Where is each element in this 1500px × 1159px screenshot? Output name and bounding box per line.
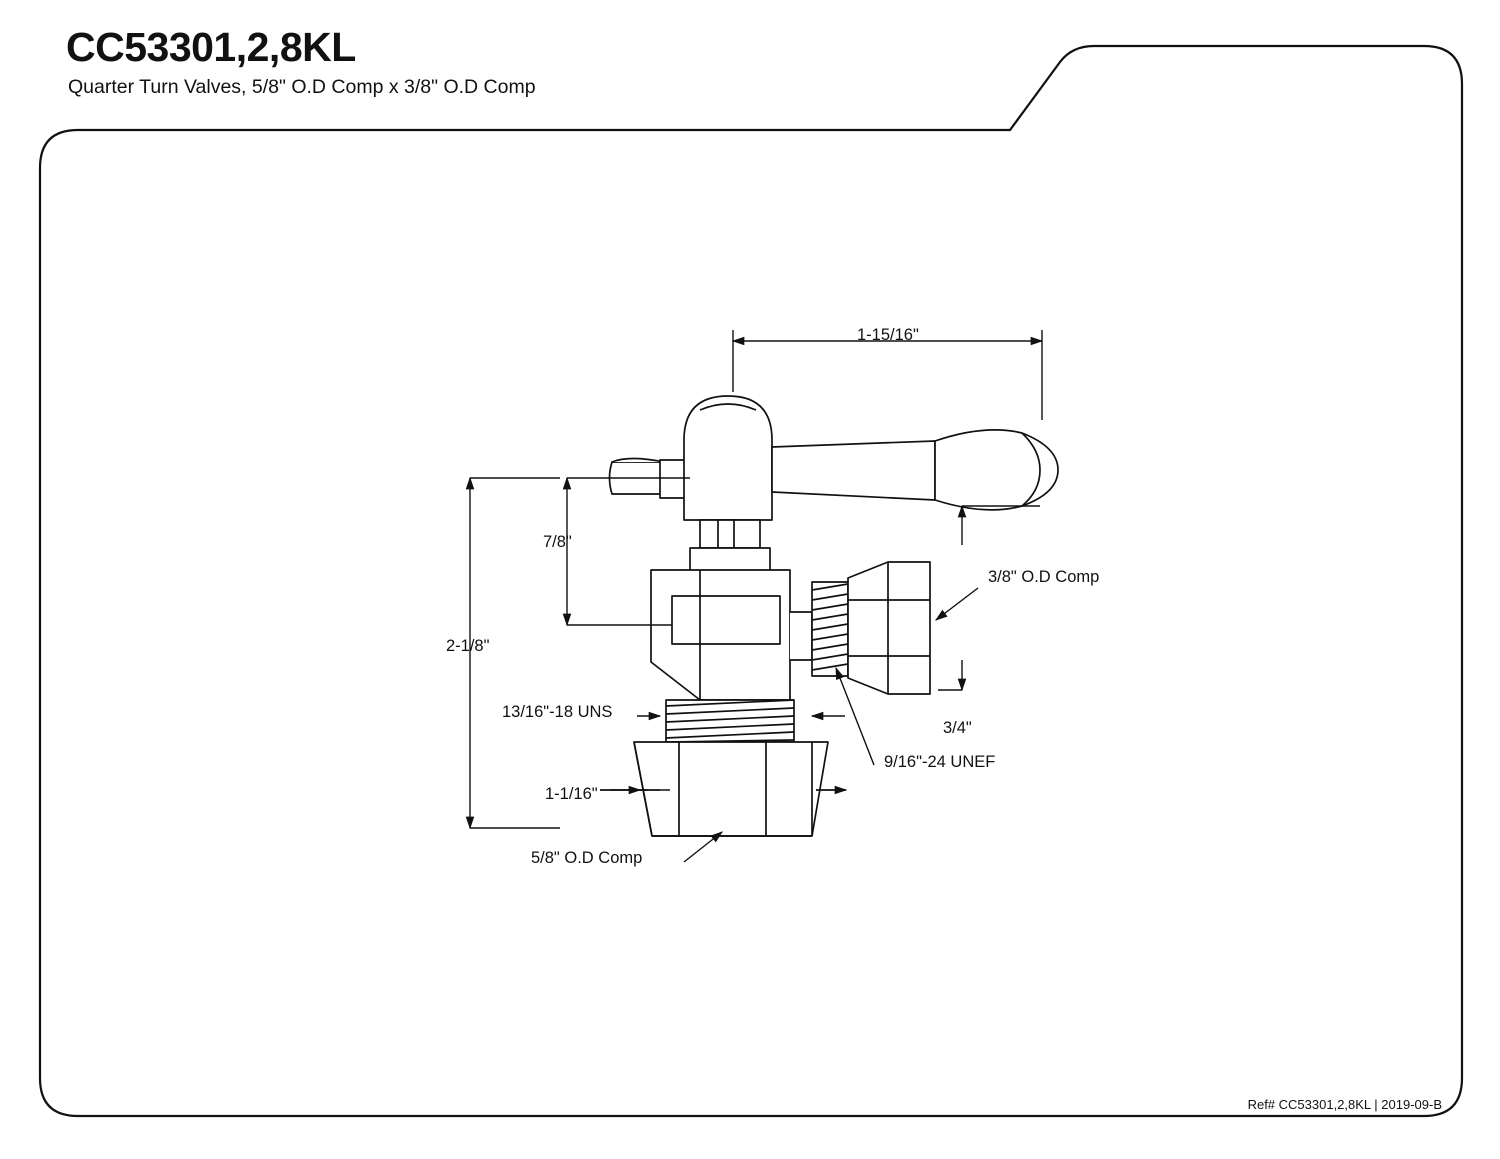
dim-outlet-width: [938, 506, 1040, 690]
leader-outlet-comp: [936, 588, 978, 620]
handle-left-knob: [610, 459, 665, 495]
inlet-assembly: [634, 700, 828, 836]
handle-dome: [684, 396, 772, 520]
label-nut-width: 1-1/16": [545, 785, 598, 803]
outlet-assembly: [812, 562, 930, 694]
label-width-overall: 1-15/16": [857, 326, 919, 344]
reference-text: Ref# CC53301,2,8KL | 2019-09-B: [1247, 1097, 1442, 1112]
label-outlet-comp: 3/8" O.D Comp: [988, 568, 1100, 586]
page-title: CC53301,2,8KL: [66, 24, 356, 70]
title-block: [66, 26, 536, 99]
label-handle-height: 7/8": [543, 533, 572, 551]
label-inlet-thread: 13/16"-18 UNS: [502, 703, 613, 721]
label-total-height: 2-1/8": [446, 637, 490, 655]
label-outlet-width: 3/4": [943, 719, 972, 737]
label-inlet-comp: 5/8" O.D Comp: [531, 849, 643, 867]
page-subtitle: Quarter Turn Valves, 5/8" O.D Comp x 3/8" O.D Comp: [68, 76, 536, 99]
handle-right-knob: [935, 430, 1058, 510]
label-outlet-thread: 9/16"-24 UNEF: [884, 753, 996, 771]
valve-body: [651, 570, 812, 700]
